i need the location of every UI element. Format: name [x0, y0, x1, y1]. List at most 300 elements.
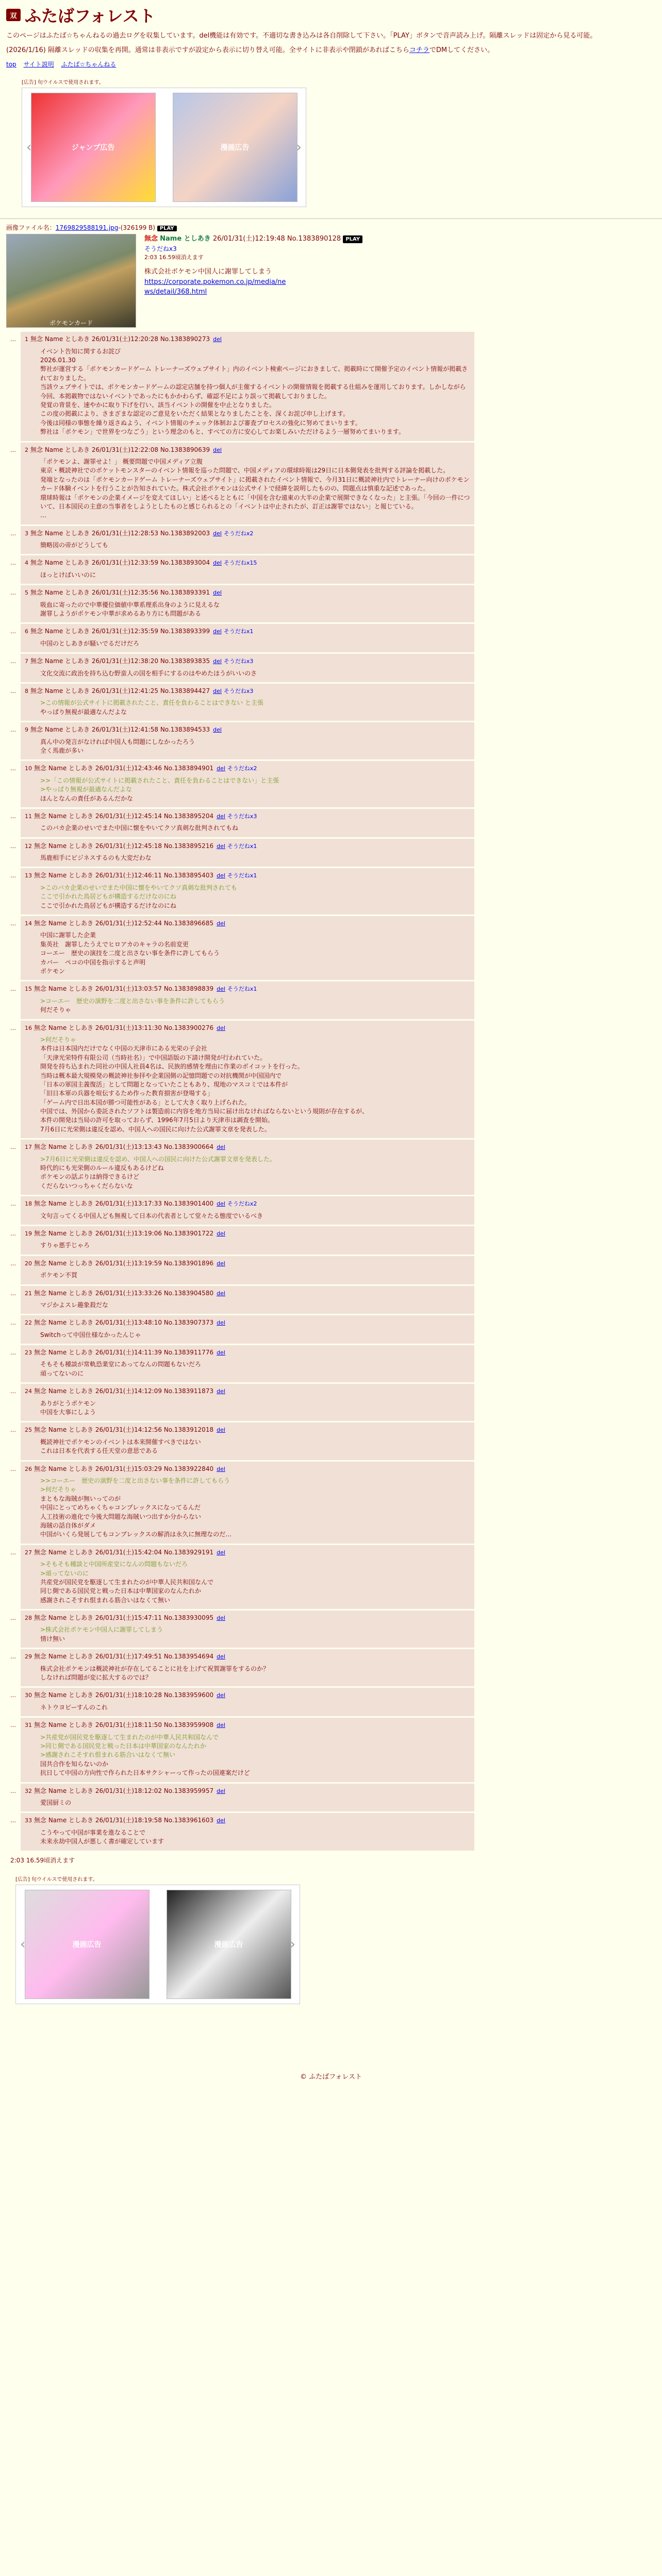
reply-text: マジかよスレ趣象殺だな — [40, 1301, 109, 1309]
reply-number: 8 — [25, 688, 28, 694]
reply-number: 4 — [25, 560, 28, 567]
reply-text: 吸血に寄ったので中華優位価値中華系理系出身のように見えるな 謝罪しようがポケモン中華が求めるあり方にも問題がある — [40, 601, 220, 618]
del-link[interactable]: del — [213, 628, 222, 635]
nav-about-link[interactable]: サイト説明 — [23, 61, 54, 69]
del-link[interactable]: del — [217, 1349, 225, 1357]
reply-row — [10, 868, 474, 914]
del-link[interactable]: del — [217, 1722, 225, 1729]
reply-marker: … — [10, 812, 16, 820]
reply-header — [25, 1229, 470, 1238]
soudane-button[interactable]: そうだねx1 — [223, 628, 254, 635]
reply-text: 中国に謝罪した企業 集英社 謝罪したうえでヒロアカのキャラの名前変更 コーエー 歴史の演技を二度と出さない事を条件に許してもらう カバー ペコの中国を指示すると声明 ポケモン — [40, 931, 220, 975]
reply-text: 時代的にも光栄側のルール違反もあるけどね ポケモンの話ぶりは納得できるけど くだらないつっちゃくだらないな — [40, 1164, 164, 1190]
reply-header — [25, 1652, 470, 1661]
reply-quote: >このバカ企業のせいでまた中国に懐をやいてクソ真剣な批判されても ここで引かれた鳥居どもが構造するだけなのにね — [40, 884, 238, 901]
reply-row — [10, 1611, 474, 1648]
reply-header — [25, 335, 470, 344]
del-link[interactable]: del — [217, 812, 225, 820]
divider — [0, 218, 662, 219]
reply-row — [10, 1649, 474, 1686]
reply-marker: … — [10, 446, 16, 453]
op-soudane[interactable]: そうだねx3 — [144, 245, 177, 252]
reply-box — [21, 981, 474, 1019]
reply-marker: … — [10, 1144, 16, 1151]
reply-header-text: 無念 Name としあき 26/01/31(土)12:35:56 No.1383893391 — [30, 589, 210, 597]
reply-row — [10, 809, 474, 837]
reply-text: すりゃ悪手じゃろ — [40, 1242, 90, 1249]
reply-header — [25, 1387, 470, 1396]
reply-box — [21, 1422, 474, 1460]
reply-header-text: 無念 Name としあき 26/01/31(土)15:03:29 No.1383922840 — [34, 1465, 214, 1472]
reply-marker: … — [10, 1722, 16, 1729]
reply-marker: … — [10, 872, 16, 879]
soudane-button[interactable]: そうだねx2 — [227, 1200, 257, 1208]
chevron-left-icon[interactable]: ‹ — [20, 1936, 26, 1952]
reply-marker: … — [10, 1319, 16, 1327]
reply-number: 30 — [25, 1692, 32, 1699]
reply-box — [21, 443, 474, 524]
reply-marker: … — [10, 688, 16, 694]
soudane-button[interactable]: そうだねx3 — [227, 812, 257, 820]
reply-row — [10, 722, 474, 759]
reply-header — [25, 657, 470, 666]
del-link[interactable]: del — [217, 986, 225, 993]
reply-number: 32 — [25, 1787, 32, 1794]
reply-number: 17 — [25, 1144, 32, 1151]
reply-header-text: 無念 Name としあき 26/01/31(土)18:10:28 No.1383959600 — [34, 1691, 214, 1699]
ad-bottom — [0, 1875, 662, 2004]
reply-text: 文句言ってくる中国人ども無視して日本の代表者として堂々たる態度でいるべき — [40, 1212, 263, 1219]
reply-quote: >7月6日に光栄側は違反を認め、中国人への国民に向けた公式謝罪文章を発表した。 — [40, 1155, 276, 1163]
reply-row — [10, 1462, 474, 1544]
intro2-post: でDMしてください。 — [429, 46, 494, 55]
reply-box — [21, 1462, 474, 1544]
reply-box — [21, 1256, 474, 1284]
reply-row — [10, 332, 474, 440]
soudane-button[interactable]: そうだねx1 — [227, 842, 257, 850]
reply-row — [10, 443, 474, 524]
reply-marker: … — [10, 1388, 16, 1395]
reply-marker: … — [10, 336, 16, 343]
reply-marker: … — [10, 842, 16, 850]
ad-top-image-left[interactable]: ジャンプ広告 — [31, 93, 156, 202]
reply-row — [10, 654, 474, 682]
reply-number: 31 — [25, 1722, 32, 1729]
reply-text: ほんとなんの責任があるんだかな — [40, 794, 134, 802]
reply-header-text: 無念 Name としあき 26/01/31(土)12:45:14 No.1383895204 — [34, 812, 214, 820]
reply-header — [25, 1721, 470, 1730]
nav-futaba-link[interactable]: ふたば☆ちゃんねる — [61, 61, 117, 69]
reply-box — [21, 654, 474, 682]
reply-header — [25, 588, 470, 597]
reply-header — [25, 812, 470, 821]
reply-header — [25, 1024, 470, 1032]
reply-row — [10, 1196, 474, 1225]
reply-text: 情け無い — [40, 1635, 65, 1642]
reply-box — [21, 1718, 474, 1782]
reply-quote: >何だそりゃ — [40, 1036, 77, 1043]
del-link[interactable]: del — [213, 446, 222, 453]
reply-row — [10, 585, 474, 622]
reply-marker: … — [10, 658, 16, 665]
reply-header-text: 無念 Name としあき 26/01/31(土)12:20:28 No.1383890273 — [30, 335, 210, 343]
del-link[interactable]: del — [217, 1260, 225, 1267]
reply-number: 20 — [25, 1260, 32, 1267]
reply-quote: >そもそも種談と中国所産堂になんの問題もないだろ >頑ってないのに — [40, 1561, 188, 1577]
thread-expire: 2:03 16.59頃消えます — [10, 1856, 75, 1864]
reply-text: ポケモン不買 — [40, 1272, 78, 1279]
reply-header-text: 無念 Name としあき 26/01/31(土)13:48:10 No.1383907373 — [34, 1319, 214, 1327]
del-link[interactable]: del — [217, 1388, 225, 1395]
reply-header — [25, 1348, 470, 1357]
site-title — [6, 3, 656, 27]
reply-text: Switchって中国仕様なかったんじゃ — [40, 1331, 141, 1338]
reply-quote: >コーエー 歴史の演野を二度と出さない事を条件に許してもらう — [40, 997, 225, 1005]
ad-top-label: [広告] 旬ウイルスで使用されます。 — [22, 80, 104, 86]
op-name: Name としあき — [160, 235, 211, 243]
del-link[interactable]: del — [217, 920, 225, 927]
del-link[interactable]: del — [213, 658, 222, 665]
reply-row — [10, 981, 474, 1019]
reply-number: 11 — [25, 812, 32, 820]
reply-text: イベント告知に関するお詫び 2026.01.30 弊社が運営する「ポケモンカードゲーム トレーナーズウェブサイト」内のイベント検索ページにおきまして、掲載時にて開催予定のイベント情報が掲載されておりました。 当該ウェブサイトでは、ポケモンカードゲームの認定店舗を持つ個人が主催するイベントの開催情報を掲載する仕組みを運用しております。しかしながら今回、本掲載物ではないイベントであったにもかかわらず、確認不足により誤って掲載しておりました。 発覚の背景を、速やかに取り下げを行い、該当イベントの開催を中止となりました。 この度の掲載により、さまざまな認定のご意見をいただく結果となりましたことを、深くお詫び申し上げます。 今後は同様の事態を繰り返さぬよう、イベント情報のチェック体制および審査プロセスの強化に努めてまいります。 弊社は「ポケモン」で世界をつなごう」という理念のもと、すべての方に安心してお楽しみいただけるよう一層努めてまいります。 — [40, 347, 468, 436]
reply-header-text: 無念 Name としあき 26/01/31(土)12:22:08 No.1383890639 — [30, 446, 210, 453]
reply-box — [21, 1140, 474, 1195]
del-link[interactable]: del — [217, 1427, 225, 1434]
reply-header — [25, 1426, 470, 1434]
reply-row — [10, 684, 474, 721]
del-link[interactable]: del — [217, 1692, 225, 1699]
play-button[interactable]: PLAY — [157, 226, 177, 231]
reply-text: 共産党が国民党を駆逐して生まれたのが中華人民共和国なんで 同じ側である国民党と戦った日本は中華国家のなんたれか 感謝されこそすれ恨まれる筋合いはなくて無い — [40, 1578, 214, 1604]
reply-list — [0, 332, 474, 1850]
del-link[interactable]: del — [217, 1230, 225, 1237]
reply-number: 2 — [25, 446, 28, 453]
reply-header — [25, 627, 470, 636]
reply-header-text: 無念 Name としあき 26/01/31(土)12:33:59 No.1383893004 — [30, 559, 210, 567]
reply-header-text: 無念 Name としあき 26/01/31(土)14:12:09 No.1383911873 — [34, 1387, 214, 1395]
reply-header-text: 無念 Name としあき 26/01/31(土)15:42:04 No.1383929191 — [34, 1548, 214, 1556]
reply-box — [21, 1649, 474, 1686]
reply-header-text: 無念 Name としあき 26/01/31(土)12:52:44 No.1383896685 — [34, 920, 214, 927]
reply-text: 「ポケモンよ、謝罪せよ！」 概要問題で中国メディア立腹 東京・概読神社でのポケットモンスターのイベント情報を巡った問題で、中国メディアの環球時報は29日に日本側発表を批判する評論を掲載した。 発端となったのは「ポケモンカードゲーム トレーナーズウェブサイト」に掲載されたイベント情報で、今月31日に概読神社内でトレーナー向けのポケモンカード体験イベントを行うことが告知されていた。株式会社ポケモンは公式サイトで経緯を説明したものの、問題点は慎重な記述であった。 環球時報は「ポケモンの企業イメージを変えてほしい」と述べるとともに「中国を含む遠東の大半の企業で展開できなくなった」と主張。「今回の一件について、日本国民の主意の当事者をしようとしたものと感じられるとの「イベントは中止されたが、訂正は謝罪ではない」と報じている。 … — [40, 457, 470, 519]
intro2-pre: (2026/1/16) 隔離スレッドの収集を再開。通常は非表示ですが設定から表示に切り替え可能。全サイトに非表示や閉鎖があればこちら — [6, 46, 409, 55]
op-body — [144, 234, 362, 328]
reply-text: 本件は日本国内だけでなく中国の天津市にある光栄の子会社 「天津光栄特件有限公司（当時社名）」で中国語版の下請け開発が行われていた。 開発を持ち込まれた同社の中国人社員4名は、民族的感情を理由に作業のボイコットを行った。 当時は概本最大規模発の概読神社参拝や企業国側の記憶問題での対抗機関が中国国内で 「日本の軍国主義復活」として問題となっていたこともあり、現地のマスコミでは本件が 「旧日本軍の兵器を喧伝するため作った教育損害が登場する」 「ゲーム内で日出本国が勝つ可能性がある」として大きく取り上げられた。 中国では、外国から委託されたソフトは製造前に内容を地方当局に届け出なければならないという規則が存在するが、 本件の開発は当局の許可を取っておらず、1996年7月5日より天津市は調査を開始。 7月6日に光栄側は違反を認め、中国人への国民に向けた公式謝罪文章を発表した。 — [40, 1045, 369, 1133]
del-link[interactable]: del — [217, 1817, 225, 1824]
ad-top-image-right[interactable]: 漫画広告 — [173, 93, 297, 202]
reply-box — [21, 722, 474, 759]
reply-marker: … — [10, 628, 16, 635]
del-link[interactable]: del — [213, 336, 222, 343]
soudane-button[interactable]: そうだねx1 — [227, 986, 257, 993]
ad-bottom-image-left[interactable]: 漫画広告 — [25, 1890, 150, 1999]
reply-marker: … — [10, 920, 16, 927]
reply-row — [10, 526, 474, 554]
soudane-button[interactable]: そうだねx15 — [223, 560, 257, 567]
reply-number: 21 — [25, 1290, 32, 1297]
reply-header-text: 無念 Name としあき 26/01/31(土)12:41:58 No.1383894533 — [30, 726, 210, 734]
chevron-left-icon[interactable]: ‹ — [26, 140, 32, 156]
reply-text: 真ん中の発言がなければ中国人も問題にしなかったろう 全く馬鹿が多い — [40, 738, 195, 754]
ad-bottom-image-right[interactable]: 漫画広告 — [167, 1890, 291, 1999]
reply-number: 27 — [25, 1549, 32, 1556]
reply-marker: … — [10, 765, 16, 772]
reply-box — [21, 332, 474, 440]
soudane-button[interactable]: そうだねx3 — [223, 688, 254, 694]
reply-text: 中国のとしあきが騒いでるだけだろ — [40, 639, 140, 647]
op-subject: 無念 — [144, 235, 158, 243]
contact-link[interactable]: コチラ — [409, 46, 429, 55]
del-link[interactable]: del — [217, 1024, 225, 1031]
reply-text: 愛国厨ミの — [40, 1799, 72, 1806]
reply-box — [21, 1688, 474, 1716]
reply-quote: >株式会社ポケモン中国人に謝罪してしまう — [40, 1626, 163, 1634]
reply-box — [21, 684, 474, 721]
reply-header — [25, 1465, 470, 1473]
op-date: 26/01/31(土)12:19:48 — [212, 235, 285, 243]
reply-header-text: 無念 Name としあき 26/01/31(土)13:19:59 No.1383901896 — [34, 1259, 214, 1267]
reply-marker: … — [10, 1260, 16, 1267]
del-link[interactable]: del — [217, 1653, 225, 1660]
reply-number: 6 — [25, 628, 28, 635]
op-thumbnail[interactable] — [6, 234, 136, 328]
reply-header-text: 無念 Name としあき 26/01/31(土)15:47:11 No.1383930095 — [34, 1614, 214, 1622]
reply-text: やっぱり無視が最適なんだよな — [40, 708, 127, 716]
del-link[interactable]: del — [213, 560, 222, 567]
reply-box — [21, 1813, 474, 1850]
reply-text: ほっとけばいいのに — [40, 571, 96, 579]
reply-number: 15 — [25, 986, 32, 993]
reply-header — [25, 687, 470, 696]
reply-header-text: 無念 Name としあき 26/01/31(土)13:33:26 No.1383904580 — [34, 1289, 214, 1297]
reply-header-text: 無念 Name としあき 26/01/31(土)12:43:46 No.1383894901 — [34, 765, 214, 772]
reply-box — [21, 1196, 474, 1225]
reply-row — [10, 1345, 474, 1382]
chevron-right-icon[interactable]: › — [290, 1936, 295, 1952]
reply-row — [10, 1286, 474, 1314]
reply-header — [25, 1259, 470, 1268]
reply-text: ネトウヨビーすんのこれ — [40, 1703, 108, 1711]
reply-text: 馬鹿相手にビジネスするのも大変だわな — [40, 854, 152, 862]
reply-text: 株式会社ポケモンは概読神社が存在してることに社を上げて祝賀謝罪をするのか？ しなければ問題が変に拡大するのでは？ — [40, 1665, 270, 1682]
reply-number: 5 — [25, 589, 28, 597]
reply-quote: >>コーエー 歴史の演野を二度と出さない事を条件に許してもらう >何だそりゃ — [40, 1477, 230, 1494]
reply-box — [21, 1384, 474, 1421]
nav-top-link[interactable]: top — [6, 61, 16, 69]
reply-text: ありがとうポケモン 中国を大事にしよう — [40, 1399, 96, 1416]
ad-bottom-label: [広告] 旬ウイルスで使用されます。 — [15, 1876, 98, 1883]
del-link[interactable]: del — [217, 765, 225, 772]
reply-row — [10, 1140, 474, 1195]
op-text: 株式会社ポケモン中国人に謝罪してしまう — [144, 268, 272, 276]
reply-number: 7 — [25, 658, 28, 665]
reply-marker: … — [10, 1024, 16, 1031]
reply-row — [10, 555, 474, 584]
reply-header — [25, 1199, 470, 1208]
op-header — [144, 234, 362, 244]
top-nav — [6, 60, 656, 69]
reply-marker: … — [10, 1549, 16, 1556]
op-post — [0, 223, 662, 328]
reply-number: 24 — [25, 1388, 32, 1395]
reply-text: こうやって中国が事業を進なることで 未来永劫中国人が悪しく書が確定しています — [40, 1828, 164, 1845]
soudane-button[interactable]: そうだねx2 — [227, 765, 257, 772]
reply-header — [25, 1289, 470, 1298]
reply-number: 19 — [25, 1230, 32, 1237]
reply-marker: … — [10, 1787, 16, 1794]
reply-header-text: 無念 Name としあき 26/01/31(土)13:19:06 No.1383901722 — [34, 1229, 214, 1237]
header — [0, 0, 662, 207]
reply-number: 12 — [25, 842, 32, 850]
reply-marker: … — [10, 530, 16, 537]
reply-header — [25, 871, 470, 880]
del-link[interactable]: del — [213, 688, 222, 694]
reply-box — [21, 1611, 474, 1648]
reply-marker: … — [10, 1230, 16, 1237]
reply-header-text: 無念 Name としあき 26/01/31(土)18:19:58 No.1383961603 — [34, 1817, 214, 1824]
reply-header — [25, 1816, 470, 1825]
reply-number: 9 — [25, 726, 28, 734]
site-title-text[interactable]: ふたばフォレスト — [25, 6, 156, 26]
op-no[interactable]: No.1383890128 — [287, 235, 341, 243]
del-link[interactable]: del — [213, 589, 222, 597]
intro-line-2 — [6, 45, 656, 56]
reply-row — [10, 1384, 474, 1421]
reply-text: そもそも種談が常軌恐業堂にあってなんの問題もないだろ 頑ってないのに — [40, 1361, 201, 1377]
reply-number: 28 — [25, 1615, 32, 1622]
op-file-link[interactable]: 1769829588191.jpg — [55, 224, 119, 232]
reply-row — [10, 1021, 474, 1139]
op-play-button[interactable]: PLAY — [343, 235, 362, 243]
del-link[interactable]: del — [217, 1200, 225, 1208]
op-url-link[interactable]: https://corporate.pokemon.co.jp/media/news/detail/368.html — [144, 278, 286, 296]
reply-row — [10, 1256, 474, 1284]
reply-row — [10, 1718, 474, 1782]
del-link[interactable]: del — [217, 842, 225, 850]
reply-text: 文化交流に政治を持ち込む野蛮人の国を相手にするのはやめたほうがいいのさ — [40, 669, 257, 677]
reply-header — [25, 446, 470, 454]
reply-marker: … — [10, 1692, 16, 1699]
reply-header-text: 無念 Name としあき 26/01/31(土)13:11:30 No.1383900276 — [34, 1024, 214, 1031]
reply-box — [21, 916, 474, 980]
reply-box — [21, 839, 474, 867]
reply-number: 1 — [25, 336, 28, 343]
del-link[interactable]: del — [217, 1615, 225, 1622]
soudane-button[interactable]: そうだねx3 — [223, 658, 254, 665]
reply-header-text: 無念 Name としあき 26/01/31(土)12:45:18 No.1383895216 — [34, 842, 214, 850]
soudane-button[interactable]: そうだねx2 — [223, 530, 254, 537]
reply-header-text: 無念 Name としあき 26/01/31(土)12:28:53 No.1383892003 — [30, 529, 210, 537]
soudane-button[interactable]: そうだねx1 — [227, 872, 257, 879]
del-link[interactable]: del — [213, 530, 222, 537]
reply-box — [21, 1315, 474, 1344]
reply-row — [10, 1688, 474, 1716]
ad-bottom-box — [15, 1885, 300, 2004]
del-link[interactable]: del — [217, 1319, 225, 1327]
reply-header — [25, 1548, 470, 1557]
reply-header-text: 無念 Name としあき 26/01/31(土)18:12:02 No.1383959957 — [34, 1787, 214, 1794]
op-thumb-caption: ポケモンカード — [49, 319, 93, 327]
reply-quote: >この情報が公式サイトに掲載されたこと、責任を負わることはできない と主張 — [40, 699, 264, 707]
reply-box — [21, 624, 474, 652]
reply-row — [10, 1226, 474, 1255]
reply-header-text: 無念 Name としあき 26/01/31(土)18:11:50 No.1383959908 — [34, 1721, 214, 1729]
reply-number: 16 — [25, 1024, 32, 1031]
reply-header-text: 無念 Name としあき 26/01/31(土)12:41:25 No.1383894427 — [30, 687, 210, 694]
op-file-label: 画像ファイル名： — [6, 224, 56, 232]
del-link[interactable]: del — [217, 1144, 225, 1151]
reply-row — [10, 839, 474, 867]
reply-header — [25, 1787, 470, 1795]
reply-number: 26 — [25, 1465, 32, 1472]
reply-header-text: 無念 Name としあき 26/01/31(土)13:17:33 No.1383901400 — [34, 1200, 214, 1208]
reply-row — [10, 624, 474, 652]
reply-number: 33 — [25, 1817, 32, 1824]
op-expire: 2:03 16.59頃消えます — [144, 253, 204, 261]
reply-text: 概読神社でポケモンのイベントは本来開催すべきではない これは日本を代表する任天堂の意思である — [40, 1438, 201, 1455]
reply-number: 23 — [25, 1349, 32, 1357]
del-link[interactable]: del — [213, 726, 222, 734]
reply-header — [25, 764, 470, 773]
reply-marker: … — [10, 560, 16, 567]
reply-row — [10, 916, 474, 980]
reply-number: 3 — [25, 530, 28, 537]
reply-header — [25, 842, 470, 851]
reply-marker: … — [10, 589, 16, 597]
reply-box — [21, 1226, 474, 1255]
reply-header — [25, 1691, 470, 1700]
reply-number: 22 — [25, 1319, 32, 1327]
reply-marker: … — [10, 1465, 16, 1472]
reply-header — [25, 1143, 470, 1151]
site-logo[interactable]: 双 — [6, 9, 21, 21]
del-link[interactable]: del — [217, 1290, 225, 1297]
reply-row — [10, 1784, 474, 1812]
del-link[interactable]: del — [217, 1465, 225, 1472]
reply-marker: … — [10, 1615, 16, 1622]
reply-box — [21, 809, 474, 837]
reply-box — [21, 1021, 474, 1139]
reply-marker: … — [10, 1653, 16, 1660]
reply-header — [25, 529, 470, 538]
reply-box — [21, 555, 474, 584]
reply-header-text: 無念 Name としあき 26/01/31(土)14:11:39 No.1383911776 — [34, 1349, 214, 1357]
del-link[interactable]: del — [217, 1787, 225, 1794]
reply-row — [10, 1813, 474, 1850]
reply-number: 25 — [25, 1427, 32, 1434]
reply-box — [21, 1345, 474, 1382]
reply-header-text: 無念 Name としあき 26/01/31(土)13:03:57 No.1383898839 — [34, 985, 214, 993]
op-file-meta: -(326199 B) — [118, 224, 155, 232]
reply-row — [10, 761, 474, 807]
reply-header-text: 無念 Name としあき 26/01/31(土)12:35:59 No.1383893399 — [30, 628, 210, 635]
reply-box — [21, 1286, 474, 1314]
reply-box — [21, 1545, 474, 1609]
reply-header-text: 無念 Name としあき 26/01/31(土)13:13:43 No.1383900664 — [34, 1143, 214, 1151]
chevron-right-icon[interactable]: › — [296, 140, 302, 156]
ad-top-box — [22, 88, 306, 207]
reply-quote: >共産党が国民党を駆逐して生まれたのが中華人民共和国なんで >同じ側である国民党と戦った日本は中華国家のなんたれか >感謝されこそすれ恨まれる筋合いはなくて無い — [40, 1733, 219, 1759]
op-file-info — [6, 223, 656, 232]
del-link[interactable]: del — [217, 1549, 225, 1556]
reply-text: 簡略図の帝がどうしても — [40, 541, 109, 549]
reply-header — [25, 1318, 470, 1327]
del-link[interactable]: del — [217, 872, 225, 879]
op-content — [6, 234, 656, 328]
reply-row — [10, 1422, 474, 1460]
reply-header-text: 無念 Name としあき 26/01/31(土)17:49:51 No.1383954694 — [34, 1653, 214, 1660]
